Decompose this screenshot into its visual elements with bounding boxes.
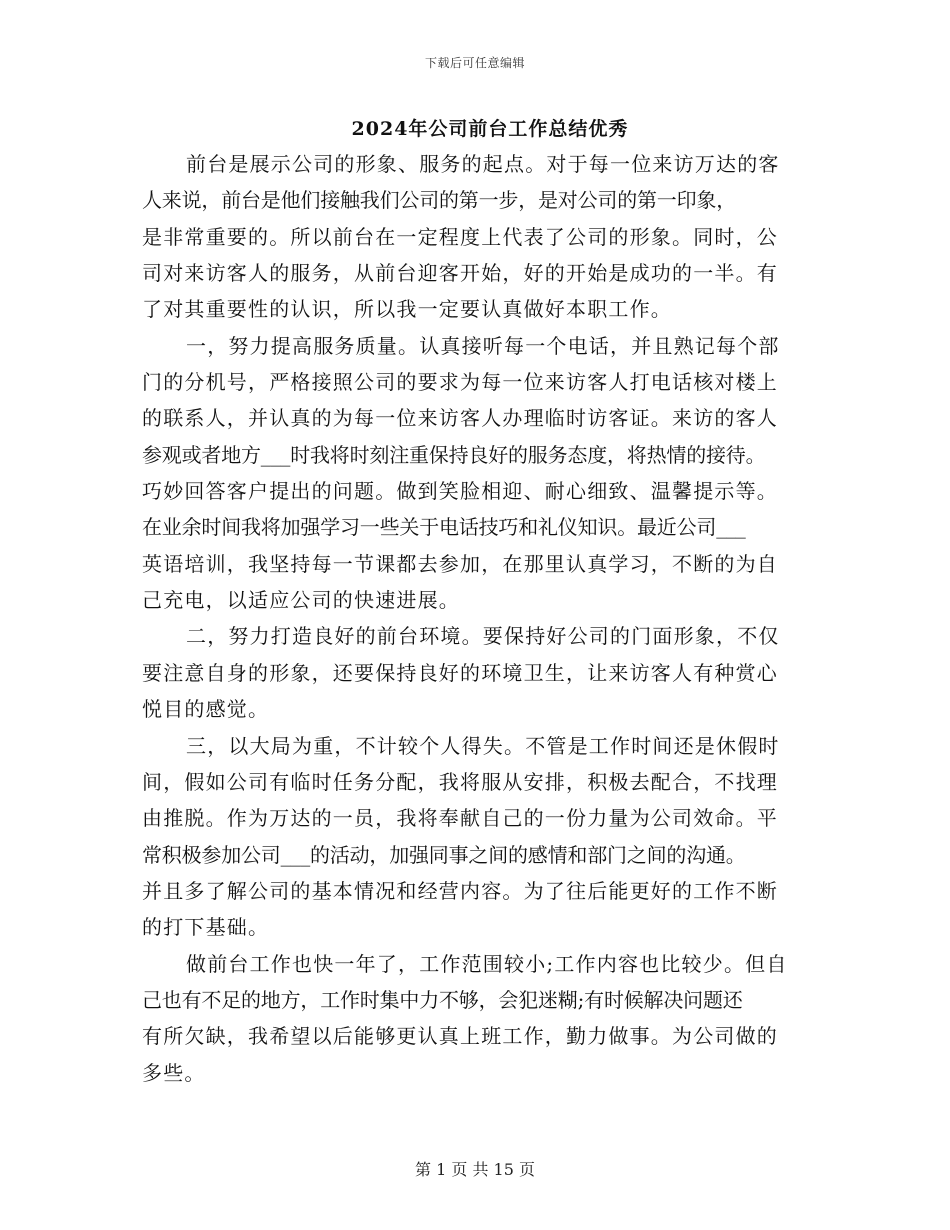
paragraph-2-line-3: 的联系人，并认真的为每一位来访客人办理临时访客证。来访的客人 <box>142 406 778 431</box>
paragraph-2-line-2: 门的分机号，严格接照公司的要求为每一位来访客人打电话核对楼上 <box>142 370 778 395</box>
paragraph-4-line-2: 间，假如公司有临时任务分配，我将服从安排，积极去配合，不找理 <box>142 769 778 794</box>
paragraph-1-line-4: 司对来访客人的服务，从前台迎客开始，好的开始是成功的一半。有 <box>142 261 778 286</box>
paragraph-2-line-1: 一，努力提高服务质量。认真接听每一个电话，并且熟记每个部 <box>186 333 780 358</box>
paragraph-3-line-3: 悦目的感觉。 <box>142 697 270 722</box>
paragraph-5-line-1: 做前台工作也快一年了，工作范围较小;工作内容也比较少。但自 <box>186 951 788 976</box>
paragraph-2-line-8: 己充电，以适应公司的快速进展。 <box>142 588 460 613</box>
paragraph-1-line-3: 是非常重要的。所以前台在一定程度上代表了公司的形象。同时，公 <box>142 224 778 249</box>
paragraph-5-line-4: 多些。 <box>142 1060 206 1085</box>
document-body <box>142 146 822 1091</box>
paragraph-4-line-1: 三，以大局为重，不计较个人得失。不管是工作时间还是休假时 <box>186 733 780 758</box>
paragraph-4-line-4: 常积极参加公司___的活动，加强同事之间的感情和部门之间的沟通。 <box>142 842 746 867</box>
paragraph-1-line-2: 人来说，前台是他们接触我们公司的第一步，是对公司的第一印象， <box>142 188 736 213</box>
document-title: 2024年公司前台工作总结优秀 <box>351 118 629 140</box>
paragraph-4-line-6: 的打下基础。 <box>142 915 270 940</box>
paragraph-5-line-3: 有所欠缺，我希望以后能够更认真上班工作，勤力做事。为公司做的 <box>142 1024 778 1049</box>
paragraph-2-line-4: 参观或者地方___时我将时刻注重保持良好的服务态度，将热情的接待。 <box>142 442 766 467</box>
paragraph-2-line-5: 巧妙回答客户提出的问题。做到笑脸相迎、耐心细致、温馨提示等。 <box>142 479 778 504</box>
paragraph-1-line-5: 了对其重要性的认识，所以我一定要认真做好本职工作。 <box>142 297 672 322</box>
paragraph-4-line-3: 由推脱。作为万达的一员，我将奉献自己的一份力量为公司效命。平 <box>142 806 778 831</box>
paragraph-2-line-6: 在业余时间我将加强学习一些关于电话技巧和礼仪知识。最近公司___ <box>142 515 746 540</box>
page-header-note: 下载后可任意编辑 <box>424 56 525 70</box>
paragraph-1-line-1: 前台是展示公司的形象、服务的起点。对于每一位来访万达的客 <box>186 152 780 176</box>
paragraph-2-line-7: 英语培训，我坚持每一节课都去参加，在那里认真学习，不断的为自 <box>142 551 778 576</box>
paragraph-3-line-2: 要注意自身的形象，还要保持良好的环境卫生，让来访客人有种赏心 <box>142 660 778 685</box>
paragraph-3-line-1: 二，努力打造良好的前台环境。要保持好公司的门面形象，不仅 <box>186 624 780 649</box>
paragraph-4-line-5: 并且多了解公司的基本情况和经营内容。为了往后能更好的工作不断 <box>142 878 778 903</box>
page-number-footer: 第 1 页 共 15 页 <box>415 1160 535 1179</box>
paragraph-5-line-2: 己也有不足的地方，工作时集中力不够，会犯迷糊;有时候解决问题还 <box>142 987 743 1012</box>
